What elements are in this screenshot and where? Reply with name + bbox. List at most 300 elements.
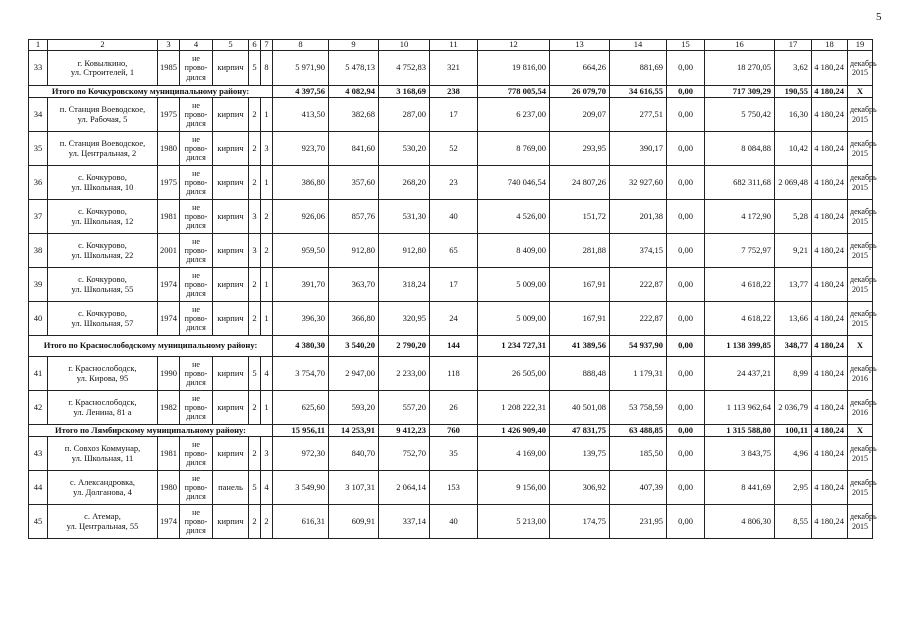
deadline-cell: декабрь 2015 [848, 505, 873, 539]
value-c8: 926,06 [273, 200, 329, 234]
deadline-cell: декабрь 2016 [848, 357, 873, 391]
table-row [29, 437, 873, 471]
subtotal-c18: 4 180,24 [812, 336, 848, 357]
value-c9: 357,60 [329, 166, 379, 200]
address-cell: п. Станция Воеводское, ул. Рабочая, 5 [48, 98, 158, 132]
value-c16: 8 441,69 [705, 471, 775, 505]
value-c16: 3 843,75 [705, 437, 775, 471]
value-c10: 337,14 [379, 505, 430, 539]
column-header-2: 2 [48, 40, 158, 51]
value-c16: 5 750,42 [705, 98, 775, 132]
value-c14: 407,39 [610, 471, 667, 505]
floors-cell: 5 [249, 357, 261, 391]
value-c12: 19 816,00 [478, 51, 550, 86]
row-number: 33 [29, 51, 48, 86]
subtotal-c11: 144 [430, 336, 478, 357]
deadline-cell: декабрь 2015 [848, 234, 873, 268]
deadline-cell: декабрь 2016 [848, 391, 873, 425]
material-cell: кирпич [213, 391, 249, 425]
value-c14: 1 179,31 [610, 357, 667, 391]
subtotal-c17: 190,55 [775, 86, 812, 98]
row-number: 39 [29, 268, 48, 302]
row-number: 38 [29, 234, 48, 268]
deadline-cell: декабрь 2015 [848, 51, 873, 86]
subtotal-c9: 3 540,20 [329, 336, 379, 357]
subtotal-label: Итого по Лямбирскому муниципальному району: [29, 425, 273, 437]
value-c11: 153 [430, 471, 478, 505]
value-c8: 972,30 [273, 437, 329, 471]
value-c16: 8 084,88 [705, 132, 775, 166]
value-c10: 752,70 [379, 437, 430, 471]
repair-cell: не прово- дился [180, 357, 213, 391]
subtotal-c11: 238 [430, 86, 478, 98]
column-header-3: 3 [158, 40, 180, 51]
value-c10: 318,24 [379, 268, 430, 302]
repair-cell: не прово- дился [180, 471, 213, 505]
value-c12: 5 009,00 [478, 302, 550, 336]
deadline-cell: декабрь 2015 [848, 98, 873, 132]
address-cell: с. Кочкурово, ул. Школьная, 10 [48, 166, 158, 200]
row-number: 43 [29, 437, 48, 471]
year-cell: 1975 [158, 166, 180, 200]
value-c13: 209,07 [550, 98, 610, 132]
year-cell: 1974 [158, 268, 180, 302]
entrances-cell: 1 [261, 302, 273, 336]
row-number: 45 [29, 505, 48, 539]
table-row [29, 234, 873, 268]
deadline-cell: декабрь 2015 [848, 471, 873, 505]
subtotal-c9: 14 253,91 [329, 425, 379, 437]
repair-cell: не прово- дился [180, 132, 213, 166]
column-header-8: 8 [273, 40, 329, 51]
value-c16: 24 437,21 [705, 357, 775, 391]
value-c11: 52 [430, 132, 478, 166]
column-header-12: 12 [478, 40, 550, 51]
column-header-19: 19 [848, 40, 873, 51]
year-cell: 1975 [158, 98, 180, 132]
value-c14: 185,50 [610, 437, 667, 471]
address-cell: г. Краснослободск, ул. Кирова, 95 [48, 357, 158, 391]
column-header-10: 10 [379, 40, 430, 51]
entrances-cell: 3 [261, 437, 273, 471]
table-row [29, 391, 873, 425]
value-c8: 923,70 [273, 132, 329, 166]
value-c13: 167,91 [550, 268, 610, 302]
value-c8: 625,60 [273, 391, 329, 425]
table-row [29, 200, 873, 234]
value-c18: 4 180,24 [812, 505, 848, 539]
value-c16: 4 806,30 [705, 505, 775, 539]
value-c18: 4 180,24 [812, 132, 848, 166]
value-c16: 4 172,90 [705, 200, 775, 234]
value-c11: 40 [430, 200, 478, 234]
entrances-cell: 4 [261, 357, 273, 391]
value-c16: 682 311,68 [705, 166, 775, 200]
value-c11: 24 [430, 302, 478, 336]
subtotal-c13: 47 831,75 [550, 425, 610, 437]
value-c9: 366,80 [329, 302, 379, 336]
value-c10: 531,30 [379, 200, 430, 234]
subtotal-c12: 778 005,54 [478, 86, 550, 98]
address-cell: с. Кочкурово, ул. Школьная, 22 [48, 234, 158, 268]
column-header-5: 5 [213, 40, 249, 51]
value-c18: 4 180,24 [812, 234, 848, 268]
column-header-14: 14 [610, 40, 667, 51]
floors-cell: 3 [249, 234, 261, 268]
value-c11: 17 [430, 268, 478, 302]
value-c9: 3 107,31 [329, 471, 379, 505]
subtotal-c18: 4 180,24 [812, 425, 848, 437]
floors-cell: 2 [249, 302, 261, 336]
subtotal-c8: 15 956,11 [273, 425, 329, 437]
value-c12: 1 208 222,31 [478, 391, 550, 425]
table-row [29, 357, 873, 391]
value-c18: 4 180,24 [812, 357, 848, 391]
subtotal-c14: 63 488,85 [610, 425, 667, 437]
address-cell: г. Ковылкино, ул. Строителей, 1 [48, 51, 158, 86]
value-c11: 65 [430, 234, 478, 268]
table-row [29, 166, 873, 200]
repair-cell: не прово- дился [180, 268, 213, 302]
value-c17: 4,96 [775, 437, 812, 471]
subtotal-row [29, 336, 873, 357]
value-c12: 740 046,54 [478, 166, 550, 200]
value-c9: 363,70 [329, 268, 379, 302]
column-header-13: 13 [550, 40, 610, 51]
repair-cell: не прово- дился [180, 200, 213, 234]
value-c10: 287,00 [379, 98, 430, 132]
column-header-1: 1 [29, 40, 48, 51]
entrances-cell: 2 [261, 234, 273, 268]
subtotal-c17: 100,11 [775, 425, 812, 437]
material-cell: кирпич [213, 132, 249, 166]
value-c12: 5 009,00 [478, 268, 550, 302]
value-c13: 664,26 [550, 51, 610, 86]
column-header-6: 6 [249, 40, 261, 51]
value-c12: 8 769,00 [478, 132, 550, 166]
entrances-cell: 1 [261, 98, 273, 132]
entrances-cell: 1 [261, 166, 273, 200]
repair-cell: не прово- дился [180, 302, 213, 336]
subtotal-c15: 0,00 [667, 336, 705, 357]
entrances-cell: 2 [261, 200, 273, 234]
value-c8: 5 971,90 [273, 51, 329, 86]
value-c10: 4 752,83 [379, 51, 430, 86]
subtotal-c12: 1 426 909,40 [478, 425, 550, 437]
material-cell: кирпич [213, 51, 249, 86]
value-c9: 2 947,00 [329, 357, 379, 391]
floors-cell: 2 [249, 437, 261, 471]
value-c8: 386,80 [273, 166, 329, 200]
subtotal-c10: 3 168,69 [379, 86, 430, 98]
subtotal-label: Итого по Краснослободскому муниципальному району: [29, 336, 273, 357]
address-cell: п. Станция Воеводское, ул. Центральная, 2 [48, 132, 158, 166]
entrances-cell: 8 [261, 51, 273, 86]
value-c18: 4 180,24 [812, 200, 848, 234]
floors-cell: 5 [249, 51, 261, 86]
value-c11: 23 [430, 166, 478, 200]
subtotal-c13: 26 079,70 [550, 86, 610, 98]
value-c17: 2 069,48 [775, 166, 812, 200]
subtotal-c19: X [848, 336, 873, 357]
value-c9: 857,76 [329, 200, 379, 234]
column-header-11: 11 [430, 40, 478, 51]
value-c14: 390,17 [610, 132, 667, 166]
subtotal-c15: 0,00 [667, 425, 705, 437]
value-c12: 4 526,00 [478, 200, 550, 234]
value-c11: 321 [430, 51, 478, 86]
value-c13: 24 807,26 [550, 166, 610, 200]
value-c17: 8,99 [775, 357, 812, 391]
column-header-15: 15 [667, 40, 705, 51]
subtotal-c14: 54 937,90 [610, 336, 667, 357]
row-number: 42 [29, 391, 48, 425]
subtotal-row [29, 86, 873, 98]
table-row [29, 132, 873, 166]
value-c14: 881,69 [610, 51, 667, 86]
entrances-cell: 1 [261, 268, 273, 302]
material-cell: кирпич [213, 357, 249, 391]
subtotal-c16: 1 138 399,85 [705, 336, 775, 357]
value-c13: 139,75 [550, 437, 610, 471]
value-c14: 277,51 [610, 98, 667, 132]
value-c8: 391,70 [273, 268, 329, 302]
value-c13: 293,95 [550, 132, 610, 166]
address-cell: с. Кочкурово, ул. Школьная, 57 [48, 302, 158, 336]
value-c11: 40 [430, 505, 478, 539]
subtotal-c14: 34 616,55 [610, 86, 667, 98]
value-c17: 2 036,79 [775, 391, 812, 425]
subtotal-c8: 4 380,30 [273, 336, 329, 357]
value-c8: 413,50 [273, 98, 329, 132]
material-cell: кирпич [213, 437, 249, 471]
value-c10: 530,20 [379, 132, 430, 166]
value-c16: 7 752,97 [705, 234, 775, 268]
subtotal-c11: 760 [430, 425, 478, 437]
year-cell: 1980 [158, 132, 180, 166]
year-cell: 2001 [158, 234, 180, 268]
floors-cell: 2 [249, 98, 261, 132]
material-cell: кирпич [213, 505, 249, 539]
row-number: 40 [29, 302, 48, 336]
material-cell: кирпич [213, 166, 249, 200]
repair-cell: не прово- дился [180, 234, 213, 268]
subtotal-row [29, 425, 873, 437]
value-c17: 8,55 [775, 505, 812, 539]
repair-cell: не прово- дился [180, 166, 213, 200]
deadline-cell: декабрь 2015 [848, 437, 873, 471]
subtotal-c12: 1 234 727,31 [478, 336, 550, 357]
table-row [29, 51, 873, 86]
column-header-17: 17 [775, 40, 812, 51]
value-c9: 840,70 [329, 437, 379, 471]
value-c18: 4 180,24 [812, 302, 848, 336]
value-c11: 26 [430, 391, 478, 425]
year-cell: 1982 [158, 391, 180, 425]
value-c13: 888,48 [550, 357, 610, 391]
value-c13: 167,91 [550, 302, 610, 336]
value-c8: 396,30 [273, 302, 329, 336]
row-number: 36 [29, 166, 48, 200]
deadline-cell: декабрь 2015 [848, 132, 873, 166]
subtotal-c8: 4 397,56 [273, 86, 329, 98]
repair-cell: не прово- дился [180, 51, 213, 86]
page-number: 5 [876, 11, 882, 23]
repair-cell: не прово- дился [180, 98, 213, 132]
value-c12: 26 505,00 [478, 357, 550, 391]
subtotal-c19: X [848, 86, 873, 98]
year-cell: 1985 [158, 51, 180, 86]
value-c16: 18 270,05 [705, 51, 775, 86]
column-header-4: 4 [180, 40, 213, 51]
table-row [29, 98, 873, 132]
value-c17: 13,66 [775, 302, 812, 336]
column-header-7: 7 [261, 40, 273, 51]
value-c8: 959,50 [273, 234, 329, 268]
value-c14: 222,87 [610, 302, 667, 336]
value-c15: 0,00 [667, 132, 705, 166]
material-cell: кирпич [213, 234, 249, 268]
floors-cell: 2 [249, 505, 261, 539]
value-c13: 306,92 [550, 471, 610, 505]
value-c9: 382,68 [329, 98, 379, 132]
row-number: 35 [29, 132, 48, 166]
value-c15: 0,00 [667, 357, 705, 391]
value-c10: 2 233,00 [379, 357, 430, 391]
value-c17: 3,62 [775, 51, 812, 86]
value-c17: 5,28 [775, 200, 812, 234]
value-c14: 53 758,59 [610, 391, 667, 425]
value-c14: 374,15 [610, 234, 667, 268]
row-number: 34 [29, 98, 48, 132]
subtotal-c16: 717 309,29 [705, 86, 775, 98]
table-row [29, 302, 873, 336]
deadline-cell: декабрь 2015 [848, 166, 873, 200]
row-number: 37 [29, 200, 48, 234]
value-c15: 0,00 [667, 391, 705, 425]
material-cell: панель [213, 471, 249, 505]
header-row [29, 40, 873, 51]
deadline-cell: декабрь 2015 [848, 268, 873, 302]
subtotal-c10: 2 790,20 [379, 336, 430, 357]
subtotal-c19: X [848, 425, 873, 437]
material-cell: кирпич [213, 98, 249, 132]
value-c14: 231,95 [610, 505, 667, 539]
value-c16: 1 113 962,64 [705, 391, 775, 425]
value-c12: 5 213,00 [478, 505, 550, 539]
housing-repair-table [28, 39, 877, 539]
value-c12: 9 156,00 [478, 471, 550, 505]
value-c18: 4 180,24 [812, 51, 848, 86]
value-c12: 4 169,00 [478, 437, 550, 471]
floors-cell: 2 [249, 391, 261, 425]
column-header-9: 9 [329, 40, 379, 51]
value-c17: 10,42 [775, 132, 812, 166]
value-c15: 0,00 [667, 505, 705, 539]
value-c8: 3 754,70 [273, 357, 329, 391]
deadline-cell: декабрь 2015 [848, 200, 873, 234]
floors-cell: 3 [249, 200, 261, 234]
subtotal-c18: 4 180,24 [812, 86, 848, 98]
value-c16: 4 618,22 [705, 268, 775, 302]
value-c18: 4 180,24 [812, 471, 848, 505]
value-c18: 4 180,24 [812, 391, 848, 425]
floors-cell: 2 [249, 268, 261, 302]
value-c15: 0,00 [667, 200, 705, 234]
value-c10: 2 064,14 [379, 471, 430, 505]
value-c17: 16,30 [775, 98, 812, 132]
value-c10: 912,80 [379, 234, 430, 268]
value-c13: 281,88 [550, 234, 610, 268]
entrances-cell: 1 [261, 391, 273, 425]
value-c13: 151,72 [550, 200, 610, 234]
floors-cell: 5 [249, 471, 261, 505]
year-cell: 1990 [158, 357, 180, 391]
value-c10: 268,20 [379, 166, 430, 200]
subtotal-c16: 1 315 588,80 [705, 425, 775, 437]
value-c11: 17 [430, 98, 478, 132]
value-c16: 4 618,22 [705, 302, 775, 336]
subtotal-c13: 41 389,56 [550, 336, 610, 357]
value-c15: 0,00 [667, 471, 705, 505]
year-cell: 1981 [158, 437, 180, 471]
address-cell: с. Кочкурово, ул. Школьная, 12 [48, 200, 158, 234]
address-cell: с. Александровка, ул. Долганова, 4 [48, 471, 158, 505]
table-row [29, 505, 873, 539]
table-row [29, 471, 873, 505]
value-c9: 609,91 [329, 505, 379, 539]
value-c17: 2,95 [775, 471, 812, 505]
value-c10: 320,95 [379, 302, 430, 336]
year-cell: 1981 [158, 200, 180, 234]
year-cell: 1974 [158, 302, 180, 336]
address-cell: с. Кочкурово, ул. Школьная, 55 [48, 268, 158, 302]
address-cell: г. Краснослободск, ул. Ленина, 81 а [48, 391, 158, 425]
value-c12: 6 237,00 [478, 98, 550, 132]
value-c13: 40 501,08 [550, 391, 610, 425]
value-c18: 4 180,24 [812, 437, 848, 471]
address-cell: с. Атемар, ул. Центральная, 55 [48, 505, 158, 539]
value-c8: 616,31 [273, 505, 329, 539]
value-c14: 201,38 [610, 200, 667, 234]
table-body [29, 39, 877, 539]
value-c15: 0,00 [667, 268, 705, 302]
value-c11: 118 [430, 357, 478, 391]
material-cell: кирпич [213, 302, 249, 336]
subtotal-label: Итого по Кочкуровскому муниципальному району: [29, 86, 273, 98]
value-c14: 222,87 [610, 268, 667, 302]
column-header-18: 18 [812, 40, 848, 51]
repair-cell: не прово- дился [180, 391, 213, 425]
repair-cell: не прово- дился [180, 505, 213, 539]
value-c9: 912,80 [329, 234, 379, 268]
floors-cell: 2 [249, 132, 261, 166]
row-number: 41 [29, 357, 48, 391]
floors-cell: 2 [249, 166, 261, 200]
value-c17: 9,21 [775, 234, 812, 268]
table-row [29, 268, 873, 302]
value-c15: 0,00 [667, 98, 705, 132]
value-c15: 0,00 [667, 234, 705, 268]
entrances-cell: 2 [261, 505, 273, 539]
entrances-cell: 4 [261, 471, 273, 505]
value-c18: 4 180,24 [812, 166, 848, 200]
deadline-cell: декабрь 2015 [848, 302, 873, 336]
value-c15: 0,00 [667, 51, 705, 86]
value-c9: 593,20 [329, 391, 379, 425]
year-cell: 1980 [158, 471, 180, 505]
value-c13: 174,75 [550, 505, 610, 539]
